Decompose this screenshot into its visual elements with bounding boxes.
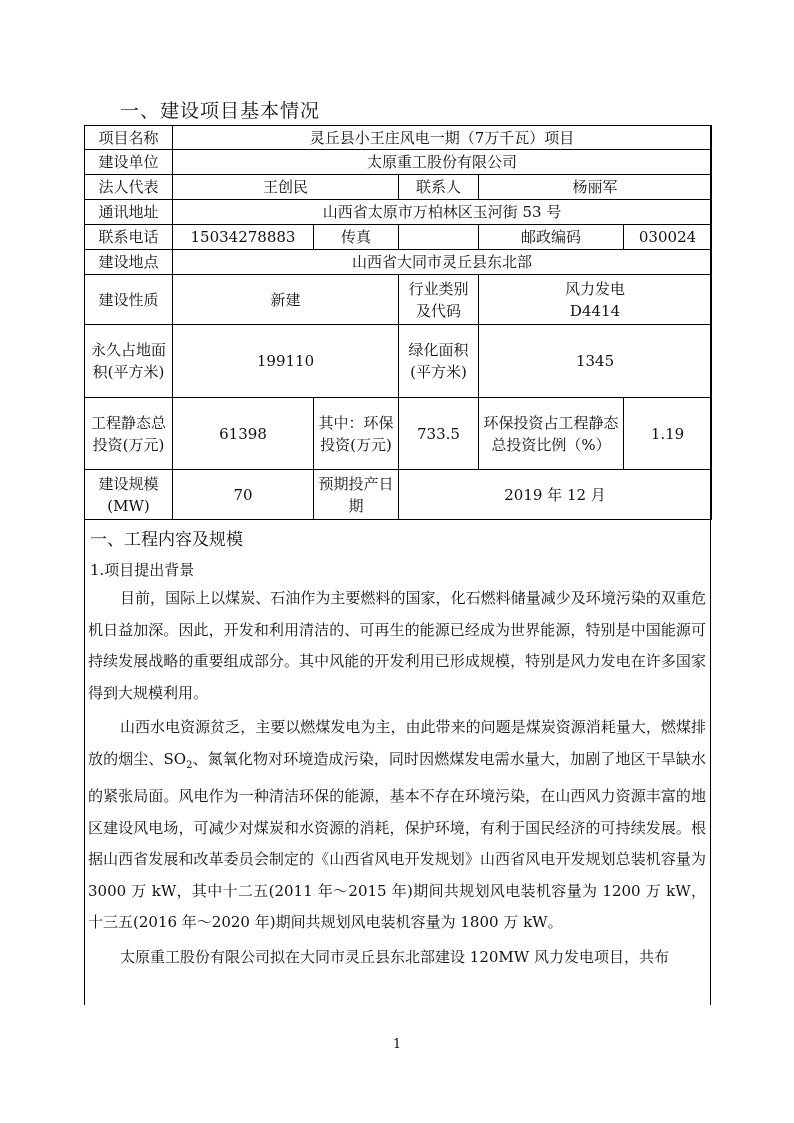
postcode-label: 邮政编码: [479, 225, 624, 250]
green-value: 1345: [479, 325, 712, 398]
project-info-table: [84, 125, 712, 520]
scale-label: 建设规模(MW): [85, 470, 173, 520]
row-phone: [85, 225, 712, 250]
industry-value: [479, 275, 712, 325]
green-label: 绿化面积(平方米): [399, 325, 479, 398]
row-scale: [85, 470, 712, 520]
phone-label: 联系电话: [85, 225, 173, 250]
date-label: 预期投产日期: [314, 470, 399, 520]
paragraph-3: 太原重工股份有限公司拟在大同市灵丘县东北部建设 120MW 风力发电项目，共布: [120, 947, 669, 966]
nature-label: 建设性质: [85, 275, 173, 325]
legal-rep-value: 王创民: [173, 175, 399, 200]
row-nature: [85, 275, 712, 325]
nature-value: 新建: [173, 275, 399, 325]
paragraph-2-part-a: 山西水电资源贫乏，主要以燃煤发电为主，由此带来的问题是煤炭资源消耗量大，燃煤排放的烟尘、SO: [88, 718, 706, 768]
industry-code: D4414: [569, 301, 621, 320]
paragraph-2-part-b: 、氮氧化物对环境造成污染，同时因燃煤发电需水量大，加剧了地区干旱缺水的紧张局面。风电作为一种清洁环保的能源，基本不存在环境污染，在山西风力资源丰富的地区建设风电场，可减少对煤炭和水资源的消耗，保护环境，有利于国民经济的可持续发展。根据山西省发展和改革委员会制定的《山西省风电开发规划》山西省风电开发规划总装机容量为 3000 万 kW，其中十二五(2011 年～2015 年)期间共规划风电装机容量为 1200 万 kW，十三五(2016 年～2020 年)期间共规划风电装机容量为 1800 万 kW。: [88, 749, 706, 931]
builder-label: 建设单位: [85, 150, 173, 175]
row-project-name: [85, 126, 712, 150]
env-invest-label: 其中：环保投资(万元): [314, 398, 399, 470]
date-value: 2019 年 12 月: [399, 470, 712, 520]
ratio-label: 环保投资占工程静态总投资比例（%）: [479, 398, 624, 470]
land-label: 永久占地面积(平方米): [85, 325, 173, 398]
scale-value: 70: [173, 470, 314, 520]
body-text: [88, 522, 706, 973]
row-address: [85, 200, 712, 225]
phone-value: 15034278883: [173, 225, 314, 250]
row-legal-rep: [85, 175, 712, 200]
fax-value: [399, 225, 479, 250]
industry-label: 行业类别及代码: [399, 275, 479, 325]
row-site: [85, 250, 712, 275]
row-builder: [85, 150, 712, 175]
address-value: 山西省太原市万柏林区玉河街 53 号: [173, 200, 712, 225]
land-value: 199110: [173, 325, 399, 398]
address-label: 通讯地址: [85, 200, 173, 225]
section-title: 一、工程内容及规模: [90, 530, 243, 550]
paragraph-1: 目前，国际上以煤炭、石油作为主要燃料的国家，化石燃料储量减少及环境污染的双重危机日益加深。因此，开发和利用清洁的、可再生的能源已经成为世界能源，特别是中国能源可持续发展战略的重要组成部分。其中风能的开发利用已形成规模，特别是风力发电在许多国家得到大规模利用。: [88, 589, 706, 702]
row-invest: [85, 398, 712, 470]
ratio-value: 1.19: [624, 398, 712, 470]
page-number: 1: [392, 1037, 402, 1052]
contact-value: 杨丽军: [479, 175, 712, 200]
legal-rep-label: 法人代表: [85, 175, 173, 200]
so2-subscript: 2: [186, 759, 193, 771]
site-value: 山西省大同市灵丘县东北部: [173, 250, 712, 275]
project-name-label: 项目名称: [85, 126, 173, 150]
site-label: 建设地点: [85, 250, 173, 275]
invest-value: 61398: [173, 398, 314, 470]
industry-name: 风力发电: [565, 279, 626, 298]
project-name-value: 灵丘县小王庄风电一期（7万千瓦）项目: [173, 126, 712, 150]
sub-title: 1.项目提出背景: [90, 561, 195, 579]
paragraph-2: [88, 712, 706, 939]
contact-label: 联系人: [399, 175, 479, 200]
page-heading: 一、建设项目基本情况: [120, 100, 321, 122]
fax-label: 传真: [314, 225, 399, 250]
invest-label: 工程静态总投资(万元): [85, 398, 173, 470]
env-invest-value: 733.5: [399, 398, 479, 470]
row-land: [85, 325, 712, 398]
builder-value: 太原重工股份有限公司: [173, 150, 712, 175]
postcode-value: 030024: [624, 225, 712, 250]
